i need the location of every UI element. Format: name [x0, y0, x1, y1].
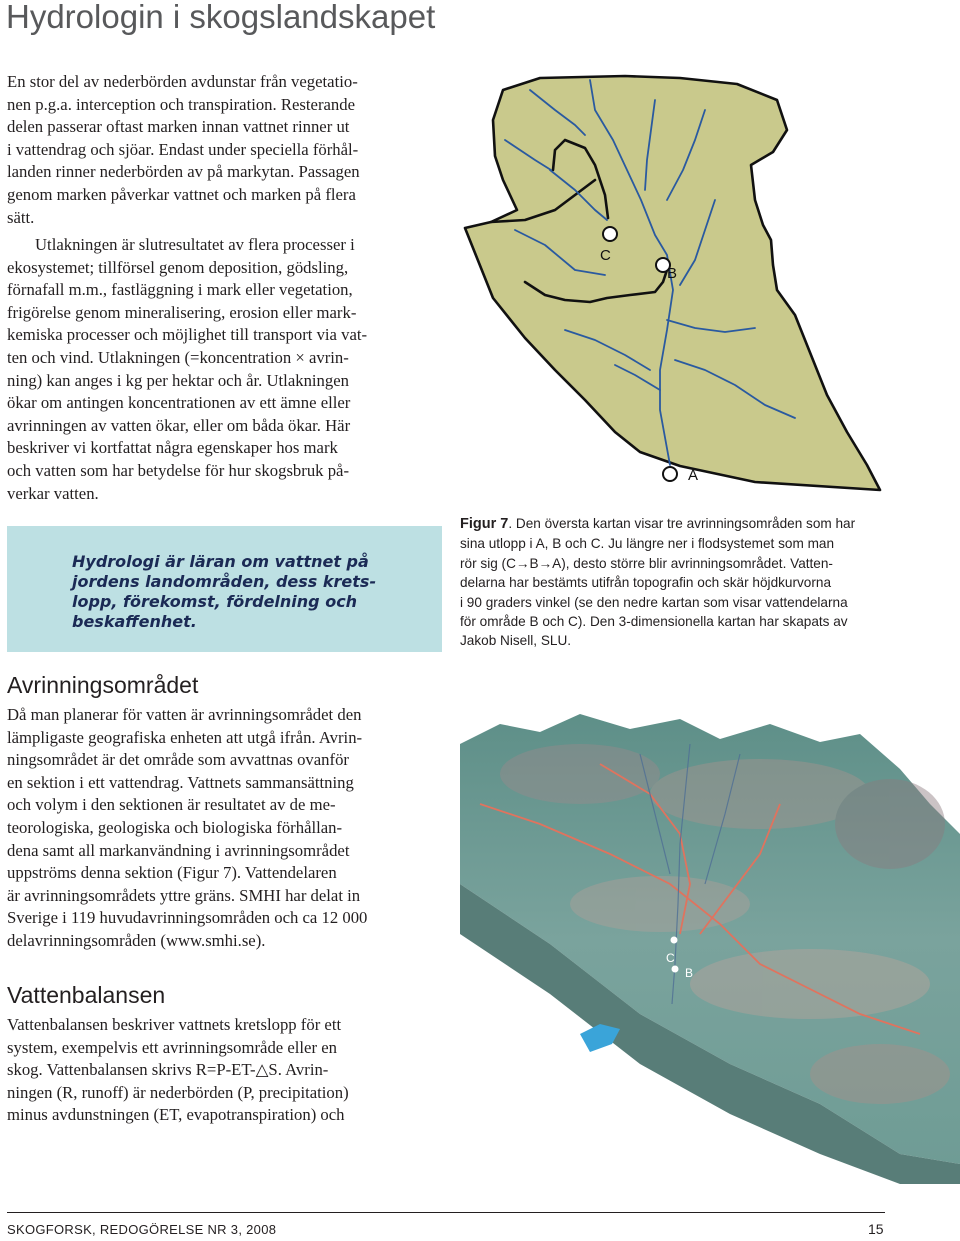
- caption-text: . Den översta kartan visar tre avrinningsområden som har: [508, 516, 856, 531]
- text-line: är avrinningsområdets yttre gräns. SMHI har delat in: [7, 885, 361, 905]
- text-line: i vattendrag och sjöar. Endast under speciella förhål-: [7, 139, 359, 159]
- caption-line: sina utlopp i A, B och C. Ju längre ner i flodsystemet som man: [460, 536, 835, 552]
- text-line: Utlakningen är slutresultatet av flera processer i: [35, 235, 355, 254]
- catchment-map: [455, 70, 885, 502]
- text-line: ten och vind. Utlakningen (=koncentration × avrin-: [7, 347, 349, 367]
- text-line: genom marken påverkar vattnet och marken på flera: [7, 184, 356, 204]
- lake: [580, 1024, 620, 1052]
- caption-line: i 90 graders vinkel (se den nedre kartan som visar vattendelarna: [460, 594, 848, 610]
- section-heading-vattenbalansen: Vattenbalansen: [7, 982, 166, 1008]
- text-line: beskriver vi kortfattat några egenskaper hos mark: [7, 438, 338, 458]
- text-line: förnafall m.m., fastläggning i mark eller vegetation,: [7, 280, 353, 300]
- text-line: landen rinner nederbörden av på markytan. Passagen: [7, 162, 360, 182]
- terrain-outlet-b-label: B: [685, 966, 694, 980]
- text-line: avrinningen av vatten ökar, eller om båda ökar. Här: [7, 415, 351, 435]
- text-line: skog. Vattenbalansen skrivs R=P-ET-△S. Avrin-: [7, 1060, 329, 1080]
- text-line: lämpligaste geografiska enheten att utgå ifrån. Avrin-: [7, 727, 363, 747]
- text-line: frigörelse genom mineralisering, erosion eller mark-: [7, 302, 357, 322]
- intro-paragraph: [7, 71, 360, 229]
- text-line: Sverige i 119 huvudavrinningsområden och ca 12 000: [7, 908, 368, 928]
- text-line: en sektion i ett vattendrag. Vattnets sammansättning: [7, 772, 354, 792]
- vattenbalansen-paragraph: [7, 1014, 349, 1127]
- text-line: ning) kan anges i kg per hektar och år. Utlakningen: [7, 370, 349, 390]
- caption-line: [460, 514, 855, 534]
- figure-label: Figur 7: [460, 516, 509, 532]
- text-line: Då man planerar för vatten är avrinningsområdet den: [7, 705, 362, 724]
- text-line: dena samt all markanvändning i avrinningsområdet: [7, 840, 350, 860]
- text-line: verkar vatten.: [7, 483, 99, 503]
- text-line: delavrinningsområden (www.smhi.se).: [7, 930, 266, 950]
- caption-line: för område B och C). Den 3-dimensionella kartan har skapats av: [460, 614, 848, 630]
- terrain-3d-map: [460, 684, 960, 1184]
- text-line: beskaffenhet.: [72, 612, 197, 631]
- terrain-outlet-c-label: C: [666, 951, 675, 965]
- caption-line: delarna har bestämts utifrån topografin och skär höjdkurvorna: [460, 575, 832, 591]
- leakage-paragraph: [7, 234, 367, 505]
- text-line: kemiska processer och möjlighet till transport via vat-: [7, 325, 368, 345]
- terrain-outlet-b-marker: [672, 966, 679, 973]
- text-line: sätt.: [7, 207, 35, 227]
- page-title: Hydrologin i skogslandskapet: [6, 0, 436, 35]
- text-line: ekosystemet; tillförsel genom deposition, gödsling,: [7, 257, 349, 277]
- figure-caption: [460, 514, 855, 651]
- page-number: 15: [868, 1221, 884, 1237]
- text-line: jordens landområden, dess krets-: [72, 572, 377, 591]
- caption-line: Jakob Nisell, SLU.: [460, 633, 572, 649]
- outlet-c-label: C: [600, 247, 611, 264]
- text-line: uppströms denna sektion (Figur 7). Vattendelaren: [7, 863, 337, 883]
- outlet-b-label: B: [667, 265, 678, 282]
- text-line: och volym i den sektionen är resultatet av de me-: [7, 795, 336, 815]
- footer-publication: SKOGFORSK, REDOGÖRELSE NR 3, 2008: [7, 1222, 277, 1237]
- text-line: ningsområdet är det område som avvattnas ovanför: [7, 750, 349, 770]
- footer-divider: [7, 1212, 885, 1213]
- outlet-c-marker: [603, 227, 617, 241]
- text-line: teorologiska, geologiska och biologiska förhållan-: [7, 817, 343, 837]
- text-line: Vattenbalansen beskriver vattnets kretslopp för ett: [7, 1015, 342, 1034]
- text-line: ökar om antingen koncentrationen av ett ämne eller: [7, 393, 351, 413]
- text-line: En stor del av nederbörden avdunstar från vegetatio-: [7, 72, 358, 91]
- text-line: delen passerar oftast marken innan vattnet rinner ut: [7, 117, 350, 137]
- terrain-outlet-c-marker: [671, 937, 678, 944]
- caption-line: rör sig (C→B→A), desto större blir avrinningsområdet. Vatten-: [460, 555, 833, 571]
- section-heading-avrinningsomradet: Avrinningsområdet: [7, 672, 199, 698]
- text-line: lopp, förekomst, fördelning och: [72, 592, 358, 611]
- definition-callout-text: [72, 552, 376, 632]
- text-line: och vatten som har betydelse för hur skogsbruk på-: [7, 460, 350, 480]
- text-line: system, exempelvis ett avrinningsområde eller en: [7, 1037, 337, 1057]
- text-line: minus avdunstningen (ET, evapotranspiration) och: [7, 1105, 345, 1125]
- avrinningsomradet-paragraph: [7, 704, 367, 953]
- text-line: ningen (R, runoff) är nederbörden (P, precipitation): [7, 1082, 349, 1102]
- outlet-a-label: A: [688, 467, 699, 484]
- text-line: nen p.g.a. interception och transpiration. Resterande: [7, 94, 356, 114]
- outlet-a-marker: [663, 467, 677, 481]
- text-line: Hydrologi är läran om vattnet på: [72, 552, 369, 571]
